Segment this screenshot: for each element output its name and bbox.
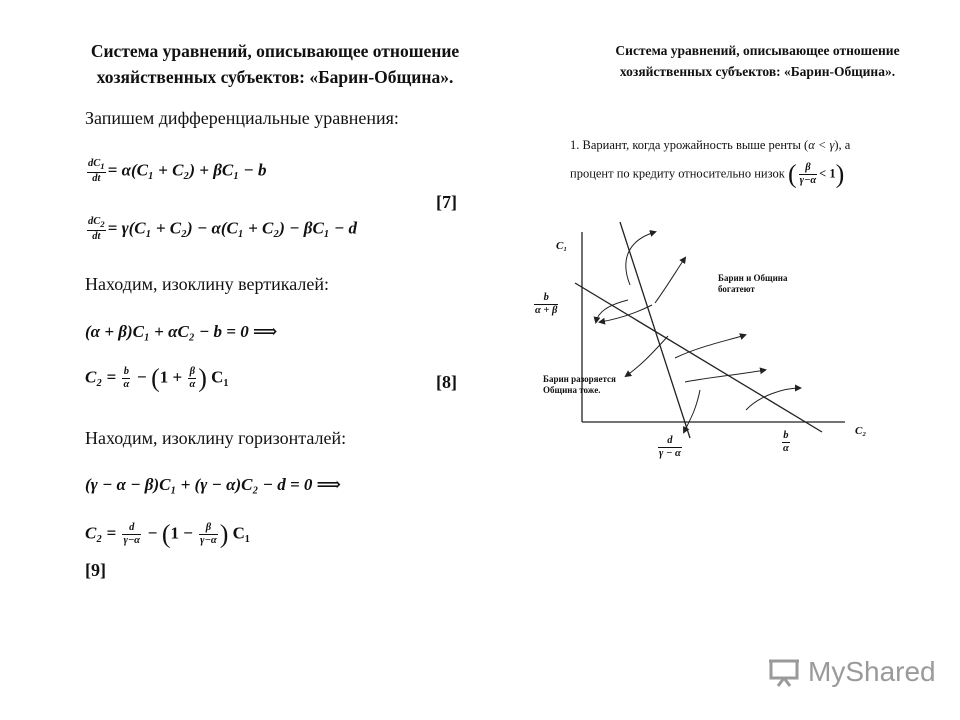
- dc1-num: dC: [88, 158, 101, 169]
- eq9-f2-num: β: [199, 522, 218, 535]
- eq9-open-paren: (: [161, 519, 171, 549]
- x-intercept-2-label: [780, 430, 792, 455]
- x-intercept-1-label: [656, 435, 684, 460]
- left-title-line2: хозяйственных субъектов: «Барин-Община».: [96, 67, 454, 87]
- eq9-tail: C₁: [232, 523, 251, 543]
- eq8-f2-den: α: [189, 379, 196, 390]
- variant-close-paren: ): [835, 159, 845, 189]
- dc1-num-sub: 1: [100, 161, 105, 172]
- eq8-f1-den: α: [123, 379, 130, 390]
- dc2-num-sub: 2: [100, 219, 105, 230]
- trajectory-upper-left: [596, 300, 628, 322]
- region-label-rich: [718, 273, 787, 295]
- watermark-text: MyShared: [808, 656, 936, 687]
- y-axis-label: C₁: [556, 240, 568, 252]
- y-int-num: b: [534, 292, 558, 305]
- eq7-label: [7]: [436, 192, 457, 212]
- trajectory-mid-right: [675, 335, 745, 358]
- x-int2-den: α: [783, 443, 789, 454]
- dc2-den: dt: [92, 231, 101, 243]
- y-int-den: α + β: [535, 305, 558, 316]
- vertical-isocline-equation: (α + β)C₁ + αC₂ − b = 0 ⟹: [85, 322, 278, 341]
- variant-line1-b: ), а: [834, 138, 851, 152]
- region-ruin-line1: Барин разоряется: [543, 374, 616, 384]
- eq8-f1-num: b: [123, 366, 129, 377]
- eq8-open-paren: (: [151, 363, 160, 393]
- eq9-one: 1 −: [170, 523, 193, 543]
- vertical-isocline-heading: Находим, изоклину вертикалей:: [85, 274, 329, 294]
- x-int1-num: d: [658, 435, 682, 448]
- region-label-ruin: [543, 374, 616, 396]
- eq9-close-paren: ): [219, 519, 229, 549]
- x-axis-label: C₂: [855, 425, 867, 437]
- region-rich-line2: богатеют: [718, 284, 755, 294]
- trajectory-mid-left: [626, 336, 668, 376]
- dc1-rhs: = α(C₁ + C₂) + βC₁ − b: [107, 160, 267, 180]
- eq8-label: [8]: [436, 372, 457, 392]
- dc1-den: dt: [92, 173, 101, 185]
- variant-ineq: < 1: [819, 166, 836, 181]
- eq9-minus: −: [147, 523, 158, 543]
- variant-line2-text: процент по кредиту относительно низок: [570, 166, 785, 181]
- watermark: [768, 656, 936, 688]
- dc2-rhs: = γ(C₁ + C₂) − α(C₁ + C₂) − βC₁ − d: [107, 218, 358, 238]
- trajectory-up-right: [655, 258, 685, 303]
- variant-line1-a: 1. Вариант, когда урожайность выше ренты (: [570, 138, 809, 152]
- variant-f-num: β: [799, 162, 818, 175]
- eq8-close-paren: ): [198, 363, 207, 393]
- right-title-line2: хозяйственных субъектов: «Барин-Община».: [619, 64, 896, 79]
- eq9-f1-den: γ−α: [123, 535, 140, 546]
- eq8-minus: −: [136, 367, 147, 387]
- horizontal-isocline-heading: Находим, изоклину горизонталей:: [85, 428, 347, 448]
- horizontal-isocline-line: [620, 222, 690, 438]
- region-ruin-line2: Община тоже.: [543, 385, 601, 395]
- eq8-tail: C₁: [211, 367, 229, 387]
- horizontal-isocline-equation: (γ − α − β)C₁ + (γ − α)C₂ − d = 0 ⟹: [85, 475, 342, 494]
- intro-text: Запишем дифференциальные уравнения:: [85, 108, 399, 128]
- x-int2-num: b: [783, 430, 789, 441]
- x-int1-den: γ − α: [659, 448, 681, 459]
- eq9-label: [9]: [85, 560, 106, 580]
- eq8-one: 1 +: [159, 367, 183, 387]
- eq9-f2-den: γ−α: [200, 535, 217, 546]
- y-intercept-label: [532, 292, 560, 317]
- eq9-lhs: C₂ =: [85, 523, 117, 543]
- variant-open-paren: (: [787, 159, 797, 189]
- eq9-f1-num: d: [122, 522, 141, 535]
- eq8-lhs: C₂ =: [85, 367, 117, 387]
- eq8-f2-num: β: [189, 366, 196, 377]
- trajectory-top: [626, 232, 655, 285]
- variant-f-den: γ−α: [799, 175, 817, 186]
- trajectory-right: [685, 370, 765, 382]
- right-title-line1: Система уравнений, описывающее отношение: [615, 43, 900, 58]
- region-rich-line1: Барин и Община: [718, 273, 788, 283]
- slideshow-icon: [768, 657, 802, 687]
- dc2-num: dC: [88, 216, 101, 227]
- left-title-line1: Система уравнений, описывающее отношение: [90, 41, 460, 61]
- variant-line1-math: α < γ: [808, 138, 835, 152]
